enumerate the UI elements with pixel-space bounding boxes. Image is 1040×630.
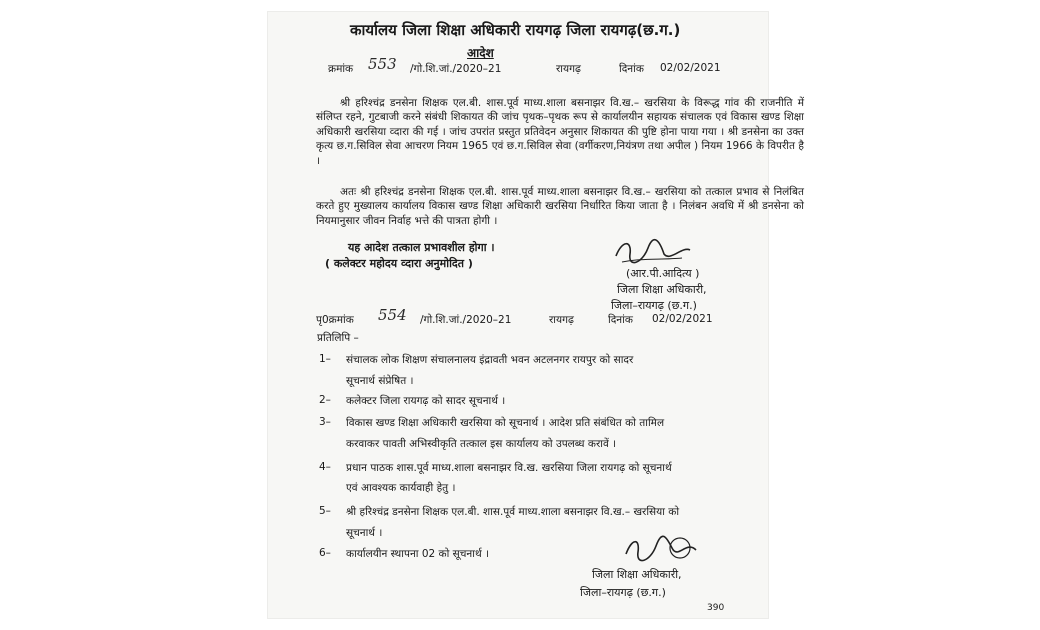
signature-2-district: जिला–रायगढ़ (छ.ग.)	[580, 586, 666, 599]
ref-date-label: दिनांक	[619, 63, 644, 75]
copy-ref-date: 02/02/2021	[652, 313, 713, 325]
signature-1-scribble	[612, 236, 702, 268]
copy-ref-place: रायगढ़	[549, 314, 574, 326]
copy-ref-suffix: /गो.शि.जां./2020–21	[420, 314, 512, 326]
copy-item-line: सूचनार्थ संप्रेषित ।	[346, 375, 414, 387]
copy-item-line: सूचनार्थ ।	[346, 527, 383, 539]
ref-place: रायगढ़	[556, 63, 581, 75]
copy-ref-number: 554	[378, 306, 407, 324]
copy-ref-label: पृ0क्रमांक	[316, 314, 354, 326]
ref-suffix: /गो.शि.जां./2020–21	[410, 63, 502, 75]
signature-1-designation: जिला शिक्षा अधिकारी,	[617, 283, 707, 296]
copy-item-number: 6–	[319, 547, 331, 559]
copy-item-line: कलेक्टर जिला रायगढ़ को सादर सूचनार्थ ।	[346, 395, 506, 407]
ref-label: क्रमांक	[328, 63, 354, 75]
copy-item-number: 5–	[319, 505, 331, 517]
signature-2-designation: जिला शिक्षा अधिकारी,	[592, 568, 682, 581]
body-paragraph-2: अतः श्री हरिश्चंद्र डनसेना शिक्षक एल.बी. शास.पूर्व माध्य.शाला बसनाझर वि.ख.– खरसिया को तत्काल प्रभाव से निलंबित करते हुए मुख्यालय कार्यालय विकास खण्ड शिक्षा अधिकारी खरसिया निर्धारित किया जाता है । निलंबन अवधि में श्री डनसेना को नियमानुसार जीवन निर्वाह भत्ते की पात्रता होगी ।	[316, 186, 804, 227]
copy-item-line: प्रधान पाठक शास.पूर्व माध्य.शाला बसनाझर वि.ख. खरसिया जिला रायगढ़ को सूचनार्थ	[346, 462, 672, 474]
copy-item-line: विकास खण्ड शिक्षा अधिकारी खरसिया को सूचनार्थ । आदेश प्रति संबंधित को तामिल	[346, 417, 665, 429]
signature-1-name: (आर.पी.आदित्य )	[626, 267, 700, 280]
copy-item-line: संचालक लोक शिक्षण संचालनालय इंद्रावती भवन अटलनगर रायपुर को सादर	[346, 354, 634, 366]
page-number: 390	[707, 603, 725, 613]
copy-item-line: श्री हरिश्चंद्र डनसेना शिक्षक एल.बी. शास.पूर्व माध्य.शाला बसनाझर वि.ख.– खरसिया को	[346, 506, 680, 518]
office-title: कार्यालय जिला शिक्षा अधिकारी रायगढ़ जिला रायगढ़(छ.ग.)	[350, 21, 681, 39]
copy-item-number: 4–	[319, 461, 331, 473]
copy-ref-date-label: दिनांक	[608, 314, 633, 326]
copy-item-line: कार्यालयीन स्थापना 02 को सूचनार्थ ।	[346, 548, 489, 560]
ref-number: 553	[368, 55, 397, 73]
copy-item-number: 1–	[319, 353, 331, 365]
copy-item-number: 3–	[319, 416, 331, 428]
approval-note: ( कलेक्टर महोदय व्दारा अनुमोदित )	[325, 257, 473, 270]
order-heading: आदेश	[467, 46, 494, 60]
signature-1-district: जिला–रायगढ़ (छ.ग.)	[611, 299, 697, 312]
ref-date: 02/02/2021	[660, 62, 721, 74]
body-paragraph-1: श्री हरिश्चंद्र डनसेना शिक्षक एल.बी. शास.पूर्व माध्य.शाला बसनाझर वि.ख.– खरसिया के विरूद्ध गांव की राजनीति में संलिप्त रहने, गुटबाजी करने संबंधी शिकायत की जांच पृथक–पृथक रूप से कार्यालयीन सहायक संचालक एवं विकास खण्ड शिक्षा अधिकारी खरसिया व्दारा की गई । जांच उपरांत प्रस्तुत प्रतिवेदन अनुसार शिकायत की पुष्टि होना पाया गया । श्री डनसेना का उक्त कृत्य छ.ग.सिविल सेवा आचरण नियम 1965 एवं छ.ग.सिविल सेवा (वर्गीकरण,नियंत्रण तथा अपील ) नियम 1966 के विपरीत है ।	[316, 97, 804, 167]
copy-item-number: 2–	[319, 394, 331, 406]
copy-item-line: करवाकर पावती अभिस्वीकृति तत्काल इस कार्यालय को उपलब्ध करावें ।	[346, 438, 617, 450]
signature-2-scribble	[622, 532, 702, 566]
copy-item-line: एवं आवश्यक कार्यवाही हेतु ।	[346, 482, 456, 494]
effective-note: यह आदेश तत्काल प्रभावशील होगा ।	[348, 241, 495, 254]
copy-heading: प्रतिलिपि –	[317, 332, 359, 344]
